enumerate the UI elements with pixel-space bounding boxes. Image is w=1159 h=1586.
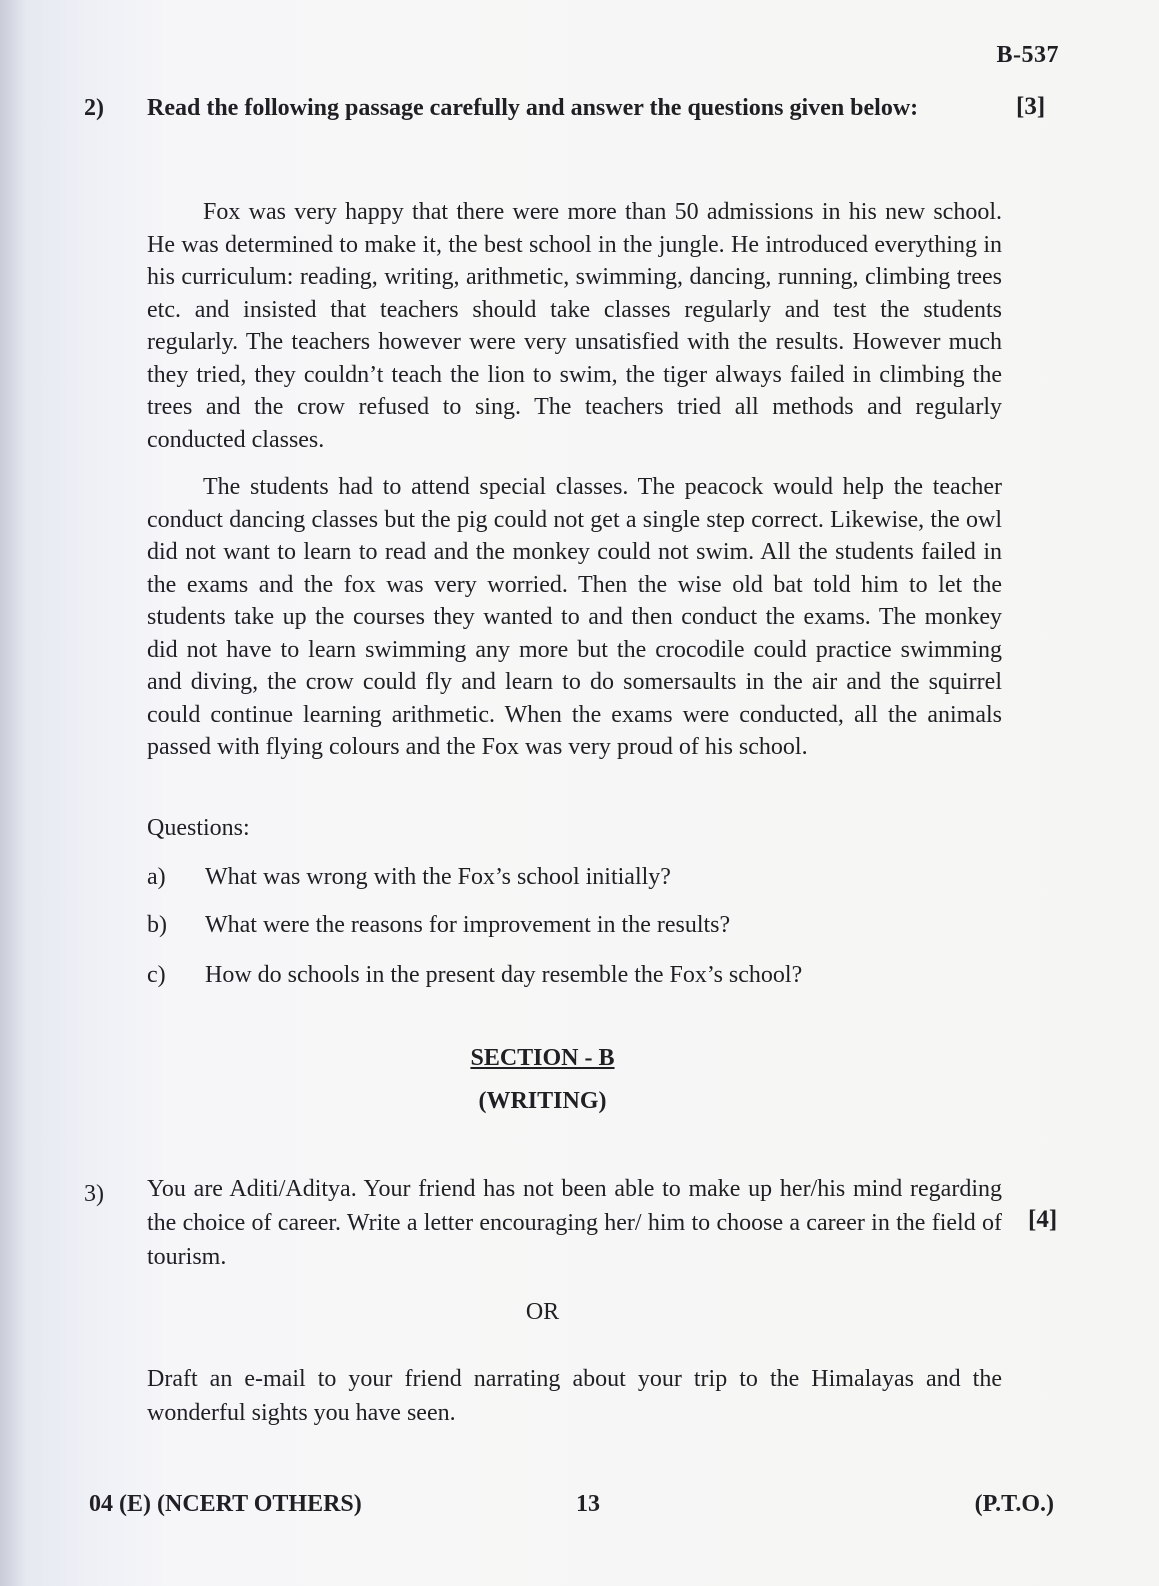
- question-3-text: You are Aditi/Aditya. Your friend has not been able to make up her/his mind regarding the choice of career. Write a letter encouraging her/ him to choose a career in the field of tourism.: [147, 1176, 1002, 1270]
- scan-shadow: [0, 0, 26, 1586]
- page-number: 13: [576, 1491, 600, 1517]
- sub-question-b: [147, 912, 730, 939]
- sub-question-text: How do schools in the present day resemble the Fox’s school?: [205, 962, 803, 988]
- sub-question-letter: c): [147, 962, 166, 988]
- sub-question-text: What was wrong with the Fox’s school initially?: [205, 864, 671, 890]
- footer-paper-id: 04 (E) (NCERT OTHERS): [89, 1491, 362, 1517]
- section-subtitle: (WRITING): [478, 1088, 607, 1114]
- question-3-number: 3): [84, 1181, 104, 1207]
- sub-question-c: [147, 962, 802, 989]
- passage-paragraph-2: The students had to attend special classes. The peacock would help the teacher conduct dancing classes but the pig could not get a single step correct. Likewise, the owl did not want to learn to read and the monkey could not swim. All the students failed in the exams and the fox was very worried. Then the wise old bat told him to let the students take up the courses they wanted to and then conduct the exams. The monkey did not have to learn swimming any more but the crocodile could practice swimming and diving, the crow could fly and learn to do somersaults in the air and the squirrel could continue learning arithmetic. When the exams were conducted, all the animals passed with flying colours and the Fox was very proud of his school.: [147, 474, 1002, 760]
- questions-label: Questions:: [147, 815, 250, 841]
- question-2-heading: Read the following passage carefully and answer the questions given below:: [147, 95, 919, 121]
- question-2-marks: [3]: [1016, 93, 1046, 120]
- sub-question-a: [147, 864, 671, 891]
- footer-pto: (P.T.O.): [974, 1491, 1054, 1517]
- section-title-text: SECTION - B: [470, 1045, 615, 1071]
- sub-question-text: What were the reasons for improvement in the results?: [205, 912, 731, 938]
- paper-code: B-537: [996, 42, 1059, 68]
- sub-question-letter: b): [147, 912, 167, 938]
- sub-question-letter: a): [147, 864, 166, 890]
- question-3-marks: [4]: [1028, 1206, 1058, 1233]
- question-2-number: 2): [84, 95, 104, 121]
- passage-paragraph-1: Fox was very happy that there were more than 50 admissions in his new school. He was determined to make it, the best school in the jungle. He introduced everything in his curriculum: reading, writing, arithmetic, swimming, dancing, running, climbing trees etc. and insisted that teachers should take classes regularly and test the students regularly. The teachers however were very unsatisfied with the results. However much they tried, they couldn’t teach the lion to swim, the tiger always failed in climbing the trees and the crow refused to sing. The teachers tried all methods and regularly conducted classes.: [147, 199, 1002, 453]
- section-title: [0, 1045, 1085, 1072]
- question-3-alternative: Draft an e-mail to your friend narrating about your trip to the Himalayas and the wonderful sights you have seen.: [147, 1366, 1002, 1426]
- or-separator: OR: [525, 1299, 560, 1325]
